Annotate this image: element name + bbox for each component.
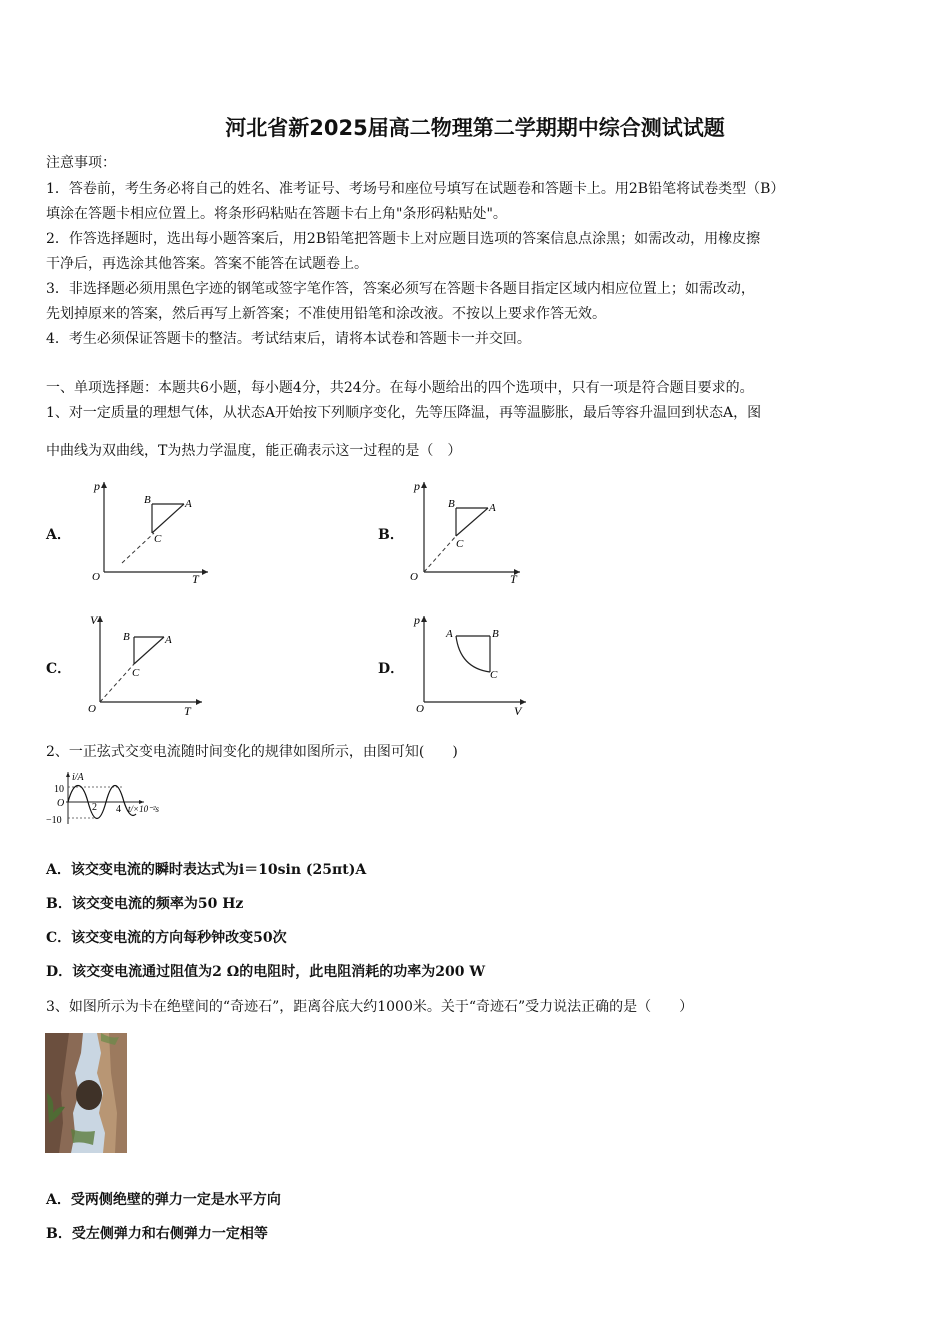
- question-1-stem: 1、对一定质量的理想气体，从状态A开始按下列顺序变化，先等压降温，再等温膨胀，最后等容升温回到状态A，图: [46, 405, 762, 421]
- y-axis-label: V: [90, 613, 98, 627]
- y-axis-label: p: [94, 479, 100, 493]
- question-3-stem: 3、如图所示为卡在绝壁间的“奇迹石”，距离谷底大约1000米。关于“奇迹石”受力说法正确的是（ ）: [46, 999, 694, 1015]
- tick-label: 4: [116, 804, 121, 815]
- notes-line: 4．考生必须保证答题卡的整洁。考试结束后，请将本试卷和答题卡一并交回。: [46, 331, 531, 347]
- point-label: C: [490, 669, 498, 681]
- q3-option-a[interactable]: A．受两侧绝壁的弹力一定是水平方向: [46, 1192, 281, 1208]
- origin-label: O: [88, 703, 96, 715]
- question-2-stem: 2、一正弦式交变电流随时间变化的规律如图所示，由图可知( ): [46, 744, 458, 760]
- point-label: B: [144, 494, 151, 506]
- x-axis-label: T: [184, 704, 191, 718]
- notes-line: 先划掉原来的答案，然后再写上新答案；不准使用铅笔和涂改液。不按以上要求作答无效。: [46, 306, 606, 322]
- y-axis-label: p: [414, 479, 420, 493]
- q2-option-d[interactable]: D．该交变电流通过阻值为2 Ω的电阻时，此电阻消耗的功率为200 W: [46, 964, 486, 980]
- x-axis-label: t/×10⁻²s: [128, 804, 160, 814]
- point-label: C: [154, 533, 162, 545]
- y-axis-label: p: [414, 613, 420, 627]
- notes-line: 1．答卷前，考生务必将自己的姓名、准考证号、考场号和座位号填写在试题卷和答题卡上。用2B铅笔将试卷类型（B）: [46, 181, 785, 197]
- x-axis-label: T: [192, 572, 199, 586]
- y-min-label: −10: [46, 815, 62, 826]
- y-max-label: 10: [54, 784, 64, 795]
- q1-option-a-label[interactable]: A．: [46, 527, 71, 543]
- q2-option-c[interactable]: C．该交变电流的方向每秒钟改变50次: [46, 930, 287, 946]
- point-label: B: [123, 631, 130, 643]
- q2-sine-graph: [44, 768, 184, 830]
- notes-line: 干净后，再选涂其他答案。答案不能答在试题卷上。: [46, 256, 368, 272]
- notes-line: 2．作答选择题时，选出每小题答案后，用2B铅笔把答题卡上对应题目选项的答案信息点涂黑；如需改动，用橡皮擦: [46, 231, 761, 247]
- q1-option-a-graph: [84, 476, 214, 588]
- notes-heading: 注意事项：: [46, 155, 116, 171]
- point-label: A: [446, 628, 453, 640]
- q1-option-d-graph: [404, 610, 534, 722]
- point-label: A: [185, 498, 192, 510]
- point-label: A: [165, 634, 172, 646]
- x-axis-label: V: [514, 704, 522, 718]
- point-label: B: [492, 628, 499, 640]
- q1-option-b-label[interactable]: B．: [378, 527, 404, 543]
- q1-option-c-graph: [80, 610, 210, 722]
- x-axis-label: T: [510, 572, 517, 586]
- q1-option-d-label[interactable]: D．: [378, 661, 405, 677]
- tick-label: 2: [92, 802, 97, 813]
- q3-option-b[interactable]: B．受左侧弹力和右侧弹力一定相等: [46, 1226, 268, 1242]
- q2-option-a[interactable]: A．该交变电流的瞬时表达式为i＝10sin (25πt)A: [46, 862, 367, 878]
- y-axis-label: i/A: [72, 772, 84, 783]
- notes-line: 3．非选择题必须用黑色字迹的钢笔或签字笔作答，答案必须写在答题卡各题目指定区域内相应位置上；如需改动，: [46, 281, 755, 297]
- question-1-stem-cont: 中曲线为双曲线，T为热力学温度，能正确表示这一过程的是（ ）: [46, 443, 462, 459]
- section-heading: 一、单项选择题：本题共6小题，每小题4分，共24分。在每小题给出的四个选项中，只有一项是符合题目要求的。: [46, 380, 754, 396]
- point-label: B: [448, 498, 455, 510]
- origin-label: O: [92, 571, 100, 583]
- notes-line: 填涂在答题卡相应位置上。将条形码粘贴在答题卡右上角"条形码粘贴处"。: [46, 206, 507, 222]
- point-label: C: [132, 667, 140, 679]
- point-label: C: [456, 538, 464, 550]
- point-label: A: [489, 502, 496, 514]
- exam-title: 河北省新2025届高二物理第二学期期中综合测试试题: [225, 116, 725, 140]
- q1-option-c-label[interactable]: C．: [46, 661, 72, 677]
- q2-option-b[interactable]: B．该交变电流的频率为50 Hz: [46, 896, 244, 912]
- origin-label: O: [416, 703, 424, 715]
- origin-label: O: [410, 571, 418, 583]
- miracle-stone-photo: [45, 1033, 127, 1153]
- origin-label: O: [57, 798, 65, 809]
- q1-option-b-graph: [404, 476, 534, 588]
